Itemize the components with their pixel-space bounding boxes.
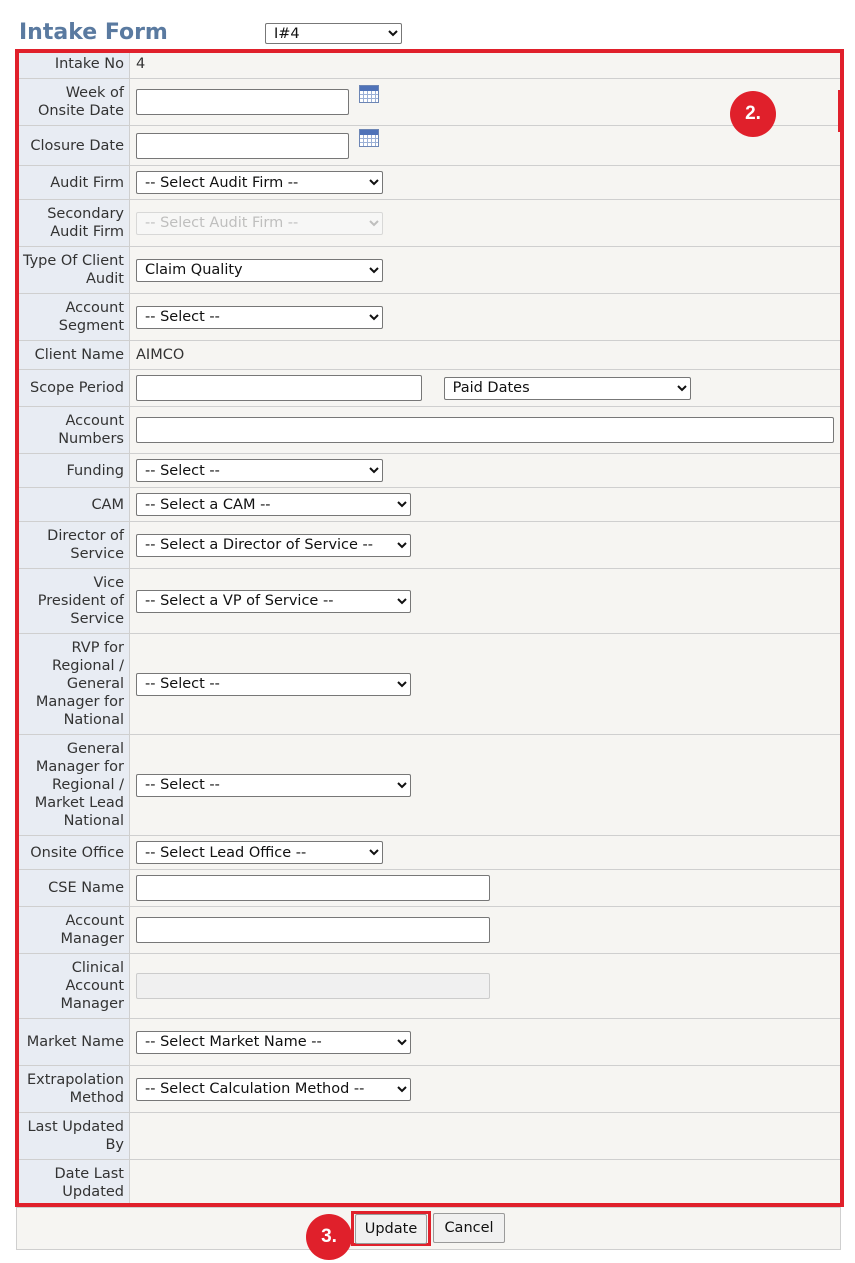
type-of-client-audit-label: Type Of Client Audit	[17, 247, 130, 294]
account-segment-label: Account Segment	[17, 294, 130, 341]
last-updated-by-label: Last Updated By	[17, 1113, 130, 1160]
audit-firm-label: Audit Firm	[17, 166, 130, 200]
date-last-updated-label: Date Last Updated	[17, 1160, 130, 1207]
calendar-icon[interactable]	[359, 129, 379, 147]
account-manager-input[interactable]	[136, 917, 490, 943]
scope-period-type-select[interactable]	[444, 377, 691, 400]
type-of-client-audit-select[interactable]	[136, 259, 383, 282]
highlight-mark	[838, 90, 841, 132]
clinical-account-manager-input	[136, 973, 490, 999]
step-2-badge: 2.	[730, 91, 776, 137]
director-of-service-label: Director of Service	[17, 522, 130, 569]
cse-name-input[interactable]	[136, 875, 490, 901]
secondary-audit-firm-select	[136, 212, 383, 235]
closure-date-label: Closure Date	[17, 126, 130, 166]
cancel-button[interactable]: Cancel	[433, 1213, 505, 1243]
step-3-badge: 3.	[306, 1214, 352, 1260]
calendar-icon[interactable]	[359, 85, 379, 103]
vp-of-service-label: Vice President of Service	[17, 569, 130, 634]
secondary-audit-firm-label: Secondary Audit Firm	[17, 200, 130, 247]
week-onsite-label: Week of Onsite Date	[17, 79, 130, 126]
funding-label: Funding	[17, 454, 130, 488]
scope-period-label: Scope Period	[17, 370, 130, 407]
funding-select[interactable]	[136, 459, 383, 482]
intake-selector[interactable]	[265, 23, 402, 44]
intake-no-value: 4	[136, 56, 146, 72]
market-name-label: Market Name	[17, 1019, 130, 1066]
gm-regional-label: General Manager for Regional / Market Lead National	[17, 735, 130, 836]
clinical-account-manager-label: Clinical Account Manager	[17, 954, 130, 1019]
cse-name-label: CSE Name	[17, 870, 130, 907]
cam-label: CAM	[17, 488, 130, 522]
rvp-label: RVP for Regional / General Manager for National	[17, 634, 130, 735]
cam-select[interactable]	[136, 493, 411, 516]
account-manager-label: Account Manager	[17, 907, 130, 954]
extrapolation-method-label: Extrapolation Method	[17, 1066, 130, 1113]
account-numbers-input[interactable]	[136, 417, 834, 443]
account-segment-select[interactable]	[136, 306, 383, 329]
audit-firm-select[interactable]	[136, 171, 383, 194]
rvp-select[interactable]	[136, 673, 411, 696]
intake-no-label: Intake No	[17, 50, 130, 79]
week-onsite-date-input[interactable]	[136, 89, 349, 115]
onsite-office-label: Onsite Office	[17, 836, 130, 870]
intake-form-table	[16, 49, 842, 1207]
extrapolation-method-select[interactable]	[136, 1078, 411, 1101]
director-of-service-select[interactable]	[136, 534, 411, 557]
scope-period-input[interactable]	[136, 375, 422, 401]
client-name-label: Client Name	[17, 341, 130, 370]
account-numbers-label: Account Numbers	[17, 407, 130, 454]
market-name-select[interactable]	[136, 1031, 411, 1054]
vp-of-service-select[interactable]	[136, 590, 411, 613]
page-title: Intake Form	[19, 20, 168, 45]
update-button[interactable]: Update	[355, 1214, 427, 1244]
client-name-value: AIMCO	[136, 347, 185, 363]
onsite-office-select[interactable]	[136, 841, 383, 864]
gm-regional-select[interactable]	[136, 774, 411, 797]
closure-date-input[interactable]	[136, 133, 349, 159]
